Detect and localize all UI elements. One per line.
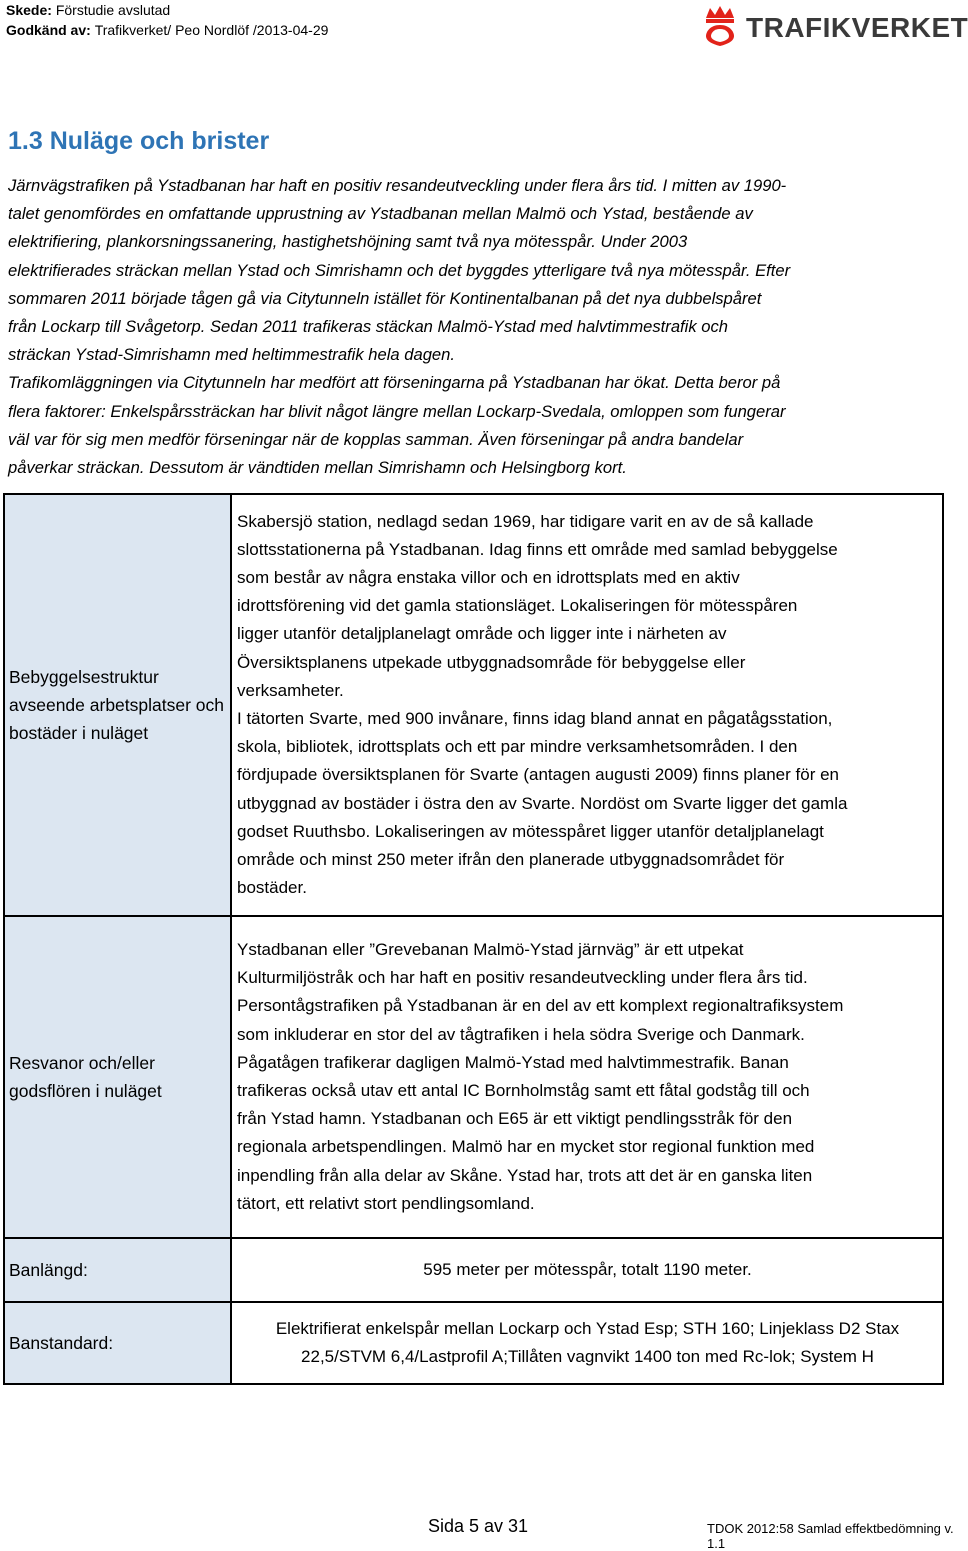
info-table: [3, 493, 944, 1385]
row-label: Banstandard:: [4, 1302, 231, 1384]
stage-line: [6, 0, 328, 20]
table-row-settlement: [4, 494, 943, 916]
row-content: [231, 1302, 943, 1384]
row-content: [231, 916, 943, 1238]
page-number: Sida 5 av 31: [428, 1516, 529, 1536]
trafikverket-logo: [700, 4, 968, 48]
content-line: trafikeras också utav ett antal IC Bornholmståg samt ett fåtal godståg till och: [237, 1081, 810, 1100]
approved-label: Godkänd av:: [6, 22, 91, 38]
content-line: som inkluderar en stor del av tågtrafiken i hela södra Sverige och Danmark.: [237, 1024, 805, 1044]
content-line: 22,5/STVM 6,4/Lastprofil A;Tillåten vagnvikt 1400 ton med Rc-lok; System H: [301, 1347, 874, 1366]
intro-line: Järnvägstrafiken på Ystadbanan har haft en positiv resandeutveckling under flera års tid. I mitten av 1990-: [8, 176, 787, 195]
content-line: Pågatågen trafikerar dagligen Malmö-Ystad med halvtimmestrafik. Banan: [237, 1052, 789, 1072]
content-line: Ystadbanan eller ”Grevebanan Malmö-Ystad järnväg” är ett utpekat: [237, 939, 744, 959]
content-line: Elektrifierat enkelspår mellan Lockarp och Ystad Esp; STH 160; Linjeklass D2 Stax: [275, 1318, 900, 1338]
content-line: Kulturmiljöstråk och har haft en positiv resandeutveckling under flera års tid.: [237, 968, 808, 988]
content-line: inpendling från alla delar av Skåne. Ystad har, trots att det är en ganska liten: [237, 1165, 813, 1185]
content-line: Persontågstrafiken på Ystadbanan är en del av ett komplext regionaltrafiksystem: [237, 996, 844, 1016]
content-line: från Ystad hamn. Ystadbanan och E65 är ett viktigt pendlingsstråk för den: [237, 1109, 793, 1129]
approved-line: [6, 20, 328, 40]
crown-icon: [700, 4, 740, 48]
intro-line: väl var för sig men medför förseningar när de kopplas samman. Även förseningar på andra bandelar: [8, 429, 744, 449]
table-row-standard: [4, 1302, 943, 1384]
intro-line: sträckan Ystad-Simrishamn med heltimmestrafik hela dagen.: [8, 345, 455, 365]
intro-line: från Lockarp till Svågetorp. Sedan 2011 trafikeras stäckan Malmö-Ystad med halvtimmestrafik och: [8, 317, 729, 337]
intro-paragraph: [8, 172, 952, 482]
content-line: 595 meter per mötesspår, totalt 1190 meter.: [423, 1259, 752, 1279]
logo-text: TRAFIKVERKET: [746, 12, 968, 43]
content-line: ligger utanför detaljplanelagt område och ligger inte i närheten av: [237, 624, 727, 644]
row-label: Bebyggelsestruktur avseende arbetsplatser och bostäder i nuläget: [4, 494, 231, 916]
content-line: idrottsförening vid det gamla stationsläget. Lokaliseringen för mötesspåren: [237, 596, 798, 616]
content-line: Översiktsplanens utpekade utbyggnadsområde för bebyggelse eller: [237, 652, 746, 672]
row-content: [231, 494, 943, 916]
intro-line: påverkar sträckan. Dessutom är vändtiden mellan Simrishamn och Helsingborg kort.: [8, 458, 627, 478]
intro-line: talet genomfördes en omfattande upprustning av Ystadbanan mellan Malmö och Ystad, bestående av: [8, 204, 753, 224]
stage-label: Skede:: [6, 2, 52, 18]
content-line: regionala arbetspendlingen. Malmö har en mycket stor regional funktion med: [237, 1137, 815, 1157]
content-line: område och minst 250 meter ifrån den planerade utbyggnadsområdet för: [237, 850, 785, 870]
intro-line: flera faktorer: Enkelspårssträckan har blivit något längre mellan Lockarp-Svedala, omloppen som fungerar: [8, 401, 786, 421]
document-header: [6, 0, 328, 40]
content-line: godset Ruuthsbo. Lokaliseringen av mötesspåret ligger utanför detaljplanelagt: [237, 821, 824, 841]
content-line: skola, bibliotek, idrottsplats och ett par mindre verksamhetsområden. I den: [237, 737, 798, 757]
content-line: verksamheter.: [237, 680, 344, 700]
content-line: fördjupade översiktsplanen för Svarte (antagen augusti 2009) finns planer för en: [237, 765, 839, 785]
document-id: TDOK 2012:58 Samlad effektbedömning v. 1.1: [707, 1521, 954, 1551]
content-line: tätort, ett relativt stort pendlingsomland.: [237, 1193, 535, 1213]
content-line: slottsstationerna på Ystadbanan. Idag finns ett område med samlad bebyggelse: [237, 539, 838, 559]
content-line: I tätorten Svarte, med 900 invånare, finns idag bland annat en pågatågsstation,: [237, 709, 833, 728]
content-line: som består av några enstaka villor och en idrottsplats med en aktiv: [237, 567, 740, 587]
row-label: Resvanor och/eller godsflören i nuläget: [4, 916, 231, 1238]
content-line: utbyggnad av bostäder i östra den av Svarte. Nordöst om Svarte ligger det gamla: [237, 793, 848, 813]
intro-line: Trafikomläggningen via Citytunneln har medfört att förseningarna på Ystadbanan har ökat. Detta beror på: [8, 373, 781, 393]
intro-line: sommaren 2011 började tågen gå via Citytunneln istället för Kontinentalbanan på det nya dubbelspåret: [8, 288, 762, 308]
stage-value: Förstudie avslutad: [55, 2, 171, 18]
intro-line: elektrifiering, plankorsningssanering, hastighetshöjning samt två nya mötesspår. Under 2003: [8, 232, 688, 252]
section-heading: 1.3 Nuläge och brister: [8, 127, 270, 155]
intro-line: elektrifierades sträckan mellan Ystad och Simrishamn och det byggdes ytterligare två nya mötesspår. Efter: [8, 260, 791, 280]
table-row-length: [4, 1238, 943, 1302]
row-label: Banlängd:: [4, 1238, 231, 1302]
content-line: Skabersjö station, nedlagd sedan 1969, har tidigare varit en av de så kallade: [237, 511, 814, 531]
content-line: bostäder.: [237, 878, 307, 898]
row-content: [231, 1238, 943, 1302]
approved-value: Trafikverket/ Peo Nordlöf /2013-04-29: [94, 22, 329, 38]
table-row-travel: [4, 916, 943, 1238]
